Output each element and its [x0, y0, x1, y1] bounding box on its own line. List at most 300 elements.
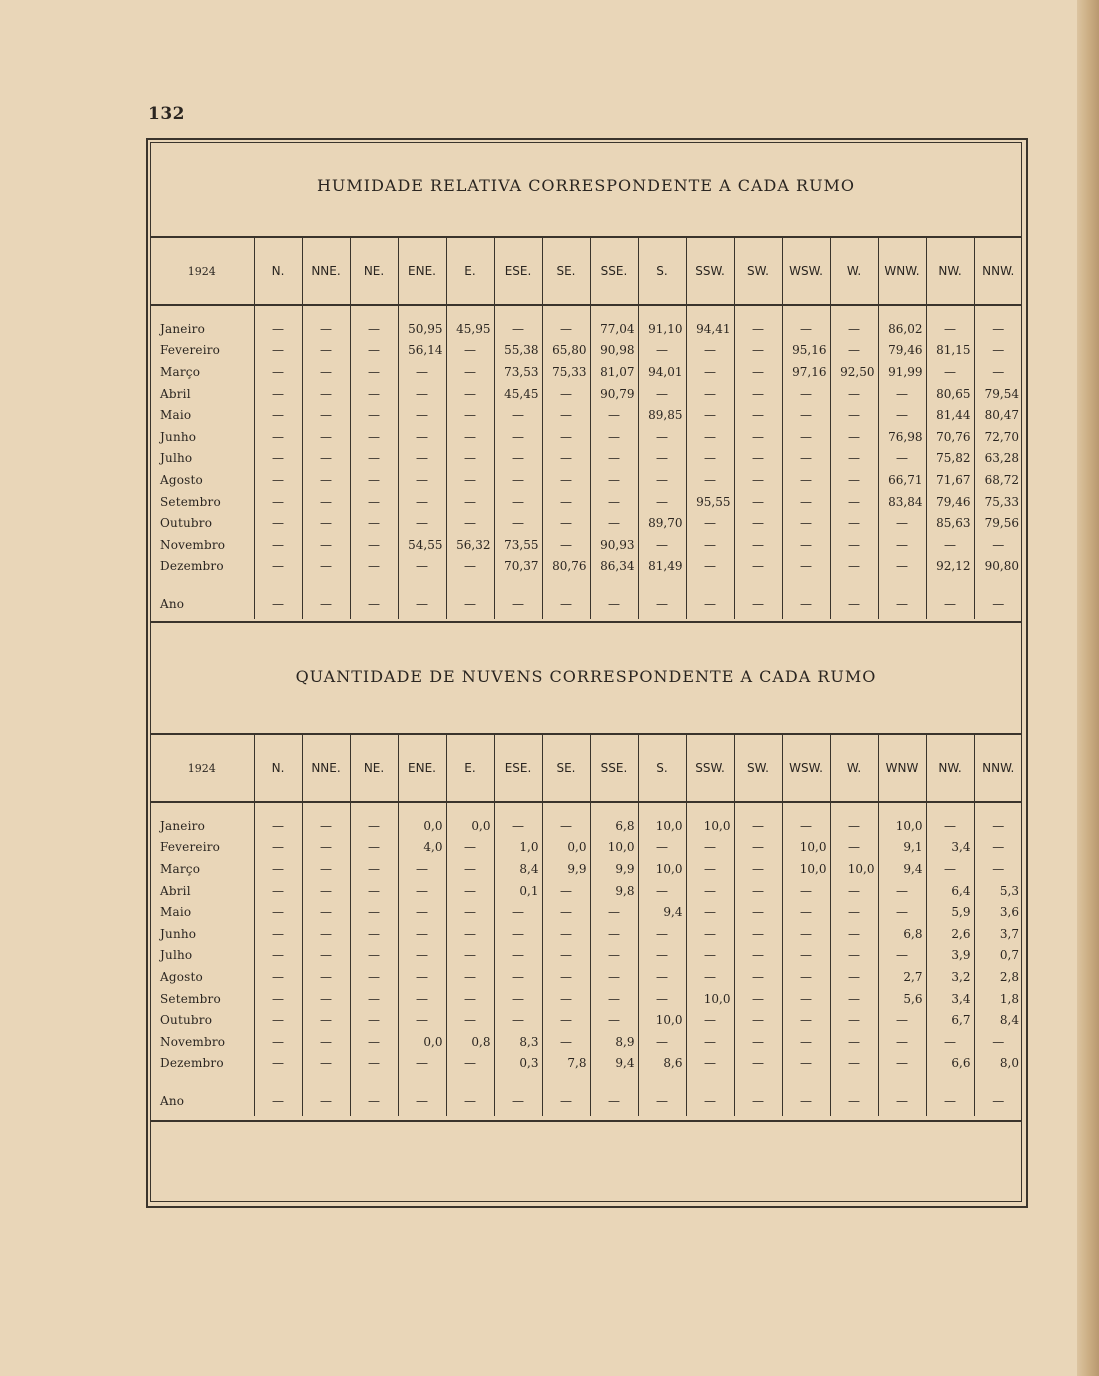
data-cell: —: [590, 426, 638, 448]
data-cell: —: [302, 1053, 350, 1075]
data-cell: —: [302, 469, 350, 491]
data-cell: —: [350, 534, 398, 556]
data-cell: —: [302, 340, 350, 362]
clouds-body: [150, 802, 1022, 1116]
table-row: [150, 491, 1022, 513]
data-cell: 79,56: [974, 512, 1022, 534]
data-cell: —: [254, 361, 302, 383]
data-cell: —: [542, 945, 590, 967]
data-cell: 5,3: [974, 880, 1022, 902]
data-cell: —: [302, 837, 350, 859]
data-cell: 10,0: [830, 858, 878, 880]
data-cell: —: [830, 901, 878, 923]
data-cell: —: [782, 469, 830, 491]
data-cell: —: [638, 426, 686, 448]
table-row: [150, 966, 1022, 988]
data-cell: —: [926, 589, 974, 619]
data-cell: —: [542, 404, 590, 426]
data-cell: —: [734, 534, 782, 556]
data-cell: 0,0: [446, 815, 494, 837]
data-cell: 8,0: [974, 1053, 1022, 1075]
data-cell: —: [302, 318, 350, 340]
column-header: WSW.: [782, 238, 830, 305]
table-row: [150, 404, 1022, 426]
data-cell: —: [446, 858, 494, 880]
data-cell: —: [638, 837, 686, 859]
data-cell: —: [350, 880, 398, 902]
data-cell: 2,7: [878, 966, 926, 988]
data-cell: —: [542, 318, 590, 340]
data-cell: —: [446, 426, 494, 448]
data-cell: —: [302, 426, 350, 448]
data-cell: —: [302, 589, 350, 619]
data-cell: —: [782, 1086, 830, 1116]
table-row: [150, 469, 1022, 491]
table-row: [150, 1086, 1022, 1116]
data-cell: —: [254, 404, 302, 426]
data-cell: —: [782, 1053, 830, 1075]
data-cell: —: [398, 426, 446, 448]
column-header: WNW.: [878, 238, 926, 305]
data-cell: —: [734, 426, 782, 448]
data-cell: —: [350, 491, 398, 513]
data-cell: —: [830, 404, 878, 426]
data-cell: —: [446, 880, 494, 902]
data-cell: —: [878, 383, 926, 405]
data-cell: —: [350, 837, 398, 859]
data-cell: —: [446, 491, 494, 513]
data-cell: 73,53: [494, 361, 542, 383]
data-cell: 9,8: [590, 880, 638, 902]
data-cell: —: [302, 945, 350, 967]
data-cell: —: [734, 901, 782, 923]
data-cell: 94,41: [686, 318, 734, 340]
table-row: [150, 318, 1022, 340]
month-label: Dezembro: [160, 1056, 224, 1071]
column-header: NE.: [350, 735, 398, 802]
data-cell: 50,95: [398, 318, 446, 340]
data-cell: 55,38: [494, 340, 542, 362]
data-cell: —: [398, 1053, 446, 1075]
data-cell: —: [782, 556, 830, 578]
column-header: ENE.: [398, 238, 446, 305]
data-cell: —: [302, 556, 350, 578]
data-cell: —: [878, 404, 926, 426]
table-row: [150, 426, 1022, 448]
data-cell: 77,04: [590, 318, 638, 340]
data-cell: 10,0: [686, 988, 734, 1010]
data-cell: —: [734, 1053, 782, 1075]
data-cell: 90,80: [974, 556, 1022, 578]
table-row: [150, 361, 1022, 383]
data-cell: —: [638, 589, 686, 619]
data-cell: —: [494, 448, 542, 470]
column-header: WSW.: [782, 735, 830, 802]
data-cell: —: [878, 1031, 926, 1053]
data-cell: 3,4: [926, 988, 974, 1010]
data-cell: 81,49: [638, 556, 686, 578]
data-cell: —: [830, 923, 878, 945]
data-cell: —: [782, 404, 830, 426]
data-cell: —: [350, 556, 398, 578]
data-cell: —: [350, 426, 398, 448]
data-cell: —: [782, 815, 830, 837]
data-cell: —: [974, 318, 1022, 340]
data-cell: —: [350, 512, 398, 534]
data-cell: —: [782, 448, 830, 470]
data-cell: 6,6: [926, 1053, 974, 1075]
data-cell: 6,4: [926, 880, 974, 902]
data-cell: 5,6: [878, 988, 926, 1010]
data-cell: 0,8: [446, 1031, 494, 1053]
data-cell: 1,0: [494, 837, 542, 859]
data-cell: —: [686, 1053, 734, 1075]
data-cell: 2,6: [926, 923, 974, 945]
data-cell: —: [686, 512, 734, 534]
data-cell: —: [350, 923, 398, 945]
data-cell: 73,55: [494, 534, 542, 556]
data-cell: —: [398, 512, 446, 534]
page-edge: [1077, 0, 1099, 1376]
data-cell: —: [782, 1031, 830, 1053]
column-header: N.: [254, 735, 302, 802]
data-cell: —: [446, 512, 494, 534]
data-cell: —: [254, 1031, 302, 1053]
data-cell: 2,8: [974, 966, 1022, 988]
column-header: W.: [830, 735, 878, 802]
year-header: 1924: [187, 264, 216, 278]
clouds-title: QUANTIDADE DE NUVENS CORRESPONDENTE A CADA RUMO: [295, 667, 877, 686]
data-cell: 10,0: [782, 858, 830, 880]
data-cell: —: [446, 837, 494, 859]
data-cell: —: [542, 512, 590, 534]
data-cell: —: [398, 448, 446, 470]
data-cell: —: [542, 491, 590, 513]
data-cell: 90,79: [590, 383, 638, 405]
humidity-body: [150, 305, 1022, 619]
data-cell: —: [254, 1053, 302, 1075]
data-cell: —: [398, 491, 446, 513]
data-cell: —: [254, 469, 302, 491]
data-cell: —: [686, 534, 734, 556]
data-cell: —: [590, 966, 638, 988]
spacer-row: [150, 305, 1022, 318]
data-cell: —: [734, 837, 782, 859]
spacer-row: [150, 1074, 1022, 1086]
data-cell: —: [734, 340, 782, 362]
data-cell: 0,3: [494, 1053, 542, 1075]
column-header: SW.: [734, 238, 782, 305]
data-cell: —: [686, 383, 734, 405]
data-cell: —: [302, 448, 350, 470]
table-row: [150, 512, 1022, 534]
data-cell: —: [350, 1053, 398, 1075]
data-cell: —: [254, 837, 302, 859]
data-cell: —: [254, 340, 302, 362]
data-cell: —: [686, 880, 734, 902]
data-cell: —: [830, 383, 878, 405]
data-cell: —: [782, 318, 830, 340]
data-cell: —: [782, 534, 830, 556]
data-cell: 6,7: [926, 1009, 974, 1031]
humidity-table: [150, 238, 1022, 619]
data-cell: —: [638, 988, 686, 1010]
data-cell: —: [638, 534, 686, 556]
data-cell: —: [686, 858, 734, 880]
data-cell: —: [782, 491, 830, 513]
data-cell: 0,0: [398, 815, 446, 837]
data-cell: —: [782, 1009, 830, 1031]
data-cell: —: [542, 1009, 590, 1031]
data-cell: —: [350, 469, 398, 491]
data-cell: —: [254, 1086, 302, 1116]
data-cell: —: [686, 469, 734, 491]
month-label: Agosto: [160, 472, 203, 487]
data-cell: —: [590, 448, 638, 470]
table-row: [150, 901, 1022, 923]
data-cell: —: [830, 837, 878, 859]
data-cell: —: [686, 1009, 734, 1031]
data-cell: —: [830, 589, 878, 619]
table-row: [150, 340, 1022, 362]
data-cell: —: [638, 448, 686, 470]
data-cell: —: [638, 383, 686, 405]
data-cell: 56,14: [398, 340, 446, 362]
data-cell: —: [830, 426, 878, 448]
data-cell: 54,55: [398, 534, 446, 556]
column-header: S.: [638, 735, 686, 802]
data-cell: —: [878, 534, 926, 556]
column-header: NE.: [350, 238, 398, 305]
data-cell: 80,65: [926, 383, 974, 405]
data-cell: —: [686, 1031, 734, 1053]
data-cell: —: [782, 966, 830, 988]
data-cell: —: [974, 837, 1022, 859]
data-cell: 3,4: [926, 837, 974, 859]
clouds-bottom-rule: [150, 1120, 1022, 1122]
data-cell: —: [734, 858, 782, 880]
data-cell: —: [590, 1086, 638, 1116]
data-cell: 65,80: [542, 340, 590, 362]
humidity-bottom-rule: [150, 621, 1022, 623]
data-cell: —: [926, 1031, 974, 1053]
table-row: [150, 880, 1022, 902]
data-cell: —: [398, 556, 446, 578]
data-cell: —: [926, 534, 974, 556]
data-cell: —: [494, 491, 542, 513]
spacer-row: [150, 802, 1022, 815]
data-cell: —: [638, 1031, 686, 1053]
data-cell: 80,47: [974, 404, 1022, 426]
data-cell: 70,76: [926, 426, 974, 448]
data-cell: 3,9: [926, 945, 974, 967]
data-cell: —: [734, 923, 782, 945]
humidity-header-row: [150, 238, 1022, 305]
data-cell: —: [494, 404, 542, 426]
data-cell: —: [638, 923, 686, 945]
table-row: [150, 858, 1022, 880]
data-cell: —: [590, 945, 638, 967]
month-label: Julho: [160, 948, 193, 963]
data-cell: —: [398, 901, 446, 923]
data-cell: —: [542, 1086, 590, 1116]
data-cell: —: [830, 318, 878, 340]
month-label: Outubro: [160, 516, 213, 531]
data-cell: —: [398, 383, 446, 405]
data-cell: 8,3: [494, 1031, 542, 1053]
data-cell: —: [302, 858, 350, 880]
data-cell: —: [782, 988, 830, 1010]
data-cell: —: [830, 556, 878, 578]
data-cell: —: [398, 880, 446, 902]
data-cell: 83,84: [878, 491, 926, 513]
data-cell: 6,8: [590, 815, 638, 837]
data-cell: —: [398, 361, 446, 383]
column-header: SSE.: [590, 735, 638, 802]
data-cell: —: [494, 988, 542, 1010]
year-header: 1924: [187, 761, 216, 775]
clouds-table: [150, 735, 1022, 1116]
data-cell: 72,70: [974, 426, 1022, 448]
data-cell: 10,0: [686, 815, 734, 837]
data-cell: —: [590, 923, 638, 945]
data-cell: —: [590, 512, 638, 534]
data-cell: 8,6: [638, 1053, 686, 1075]
data-cell: —: [686, 556, 734, 578]
data-cell: —: [974, 1031, 1022, 1053]
data-cell: —: [830, 534, 878, 556]
data-cell: 79,54: [974, 383, 1022, 405]
data-cell: —: [302, 901, 350, 923]
data-cell: —: [398, 589, 446, 619]
data-cell: —: [734, 556, 782, 578]
data-cell: —: [350, 945, 398, 967]
data-cell: —: [734, 318, 782, 340]
data-cell: —: [350, 318, 398, 340]
data-cell: —: [782, 512, 830, 534]
column-header: WNW: [878, 735, 926, 802]
data-cell: —: [446, 469, 494, 491]
data-cell: —: [494, 923, 542, 945]
data-cell: —: [542, 448, 590, 470]
data-cell: —: [734, 880, 782, 902]
data-cell: 9,4: [878, 858, 926, 880]
data-cell: —: [494, 1009, 542, 1031]
data-cell: —: [926, 1086, 974, 1116]
month-label: Fevereiro: [160, 840, 221, 855]
data-cell: —: [542, 815, 590, 837]
data-cell: —: [302, 383, 350, 405]
data-cell: —: [830, 512, 878, 534]
table-row: [150, 556, 1022, 578]
data-cell: —: [350, 901, 398, 923]
data-cell: 76,98: [878, 426, 926, 448]
data-cell: —: [446, 1086, 494, 1116]
data-cell: —: [494, 966, 542, 988]
month-label: Junho: [160, 429, 197, 444]
month-label: Janeiro: [160, 818, 205, 833]
data-cell: —: [254, 383, 302, 405]
data-cell: —: [974, 340, 1022, 362]
data-cell: —: [446, 901, 494, 923]
data-cell: —: [686, 923, 734, 945]
data-cell: —: [926, 858, 974, 880]
data-cell: —: [446, 383, 494, 405]
month-label: Ano: [160, 597, 185, 612]
data-cell: 8,4: [974, 1009, 1022, 1031]
data-cell: —: [542, 923, 590, 945]
data-cell: —: [254, 901, 302, 923]
column-header: E.: [446, 238, 494, 305]
data-cell: —: [830, 448, 878, 470]
data-cell: —: [782, 923, 830, 945]
column-header: ESE.: [494, 238, 542, 305]
column-header: NW.: [926, 735, 974, 802]
data-cell: —: [254, 318, 302, 340]
table-row: [150, 988, 1022, 1010]
data-cell: —: [878, 448, 926, 470]
data-cell: —: [734, 988, 782, 1010]
data-cell: —: [254, 589, 302, 619]
data-cell: —: [878, 1053, 926, 1075]
data-cell: —: [686, 837, 734, 859]
data-cell: —: [302, 988, 350, 1010]
data-cell: —: [494, 426, 542, 448]
data-cell: —: [542, 426, 590, 448]
data-cell: —: [878, 512, 926, 534]
data-cell: —: [638, 966, 686, 988]
data-cell: 79,46: [926, 491, 974, 513]
data-cell: —: [734, 1086, 782, 1116]
data-cell: —: [926, 361, 974, 383]
data-cell: —: [638, 340, 686, 362]
month-label: Setembro: [160, 494, 221, 509]
data-cell: —: [446, 966, 494, 988]
column-header: S.: [638, 238, 686, 305]
data-cell: 66,71: [878, 469, 926, 491]
column-header: SE.: [542, 238, 590, 305]
data-cell: —: [878, 589, 926, 619]
data-cell: 79,46: [878, 340, 926, 362]
data-cell: —: [254, 534, 302, 556]
data-cell: —: [446, 1053, 494, 1075]
data-cell: —: [254, 966, 302, 988]
data-cell: —: [878, 1086, 926, 1116]
data-cell: —: [542, 1031, 590, 1053]
data-cell: 81,15: [926, 340, 974, 362]
data-cell: —: [350, 589, 398, 619]
data-cell: 9,4: [638, 901, 686, 923]
data-cell: —: [638, 1086, 686, 1116]
data-cell: —: [590, 469, 638, 491]
data-cell: —: [350, 815, 398, 837]
data-cell: 86,02: [878, 318, 926, 340]
data-cell: —: [590, 1009, 638, 1031]
data-cell: —: [926, 815, 974, 837]
clouds-header-row: [150, 735, 1022, 802]
data-cell: —: [734, 448, 782, 470]
data-cell: —: [254, 945, 302, 967]
data-cell: —: [734, 1009, 782, 1031]
month-label: Novembro: [160, 537, 226, 552]
month-label: Novembro: [160, 1034, 226, 1049]
data-cell: —: [686, 1086, 734, 1116]
data-cell: —: [830, 880, 878, 902]
data-cell: —: [350, 340, 398, 362]
data-cell: —: [734, 815, 782, 837]
data-cell: —: [446, 340, 494, 362]
spacer-row: [150, 577, 1022, 589]
